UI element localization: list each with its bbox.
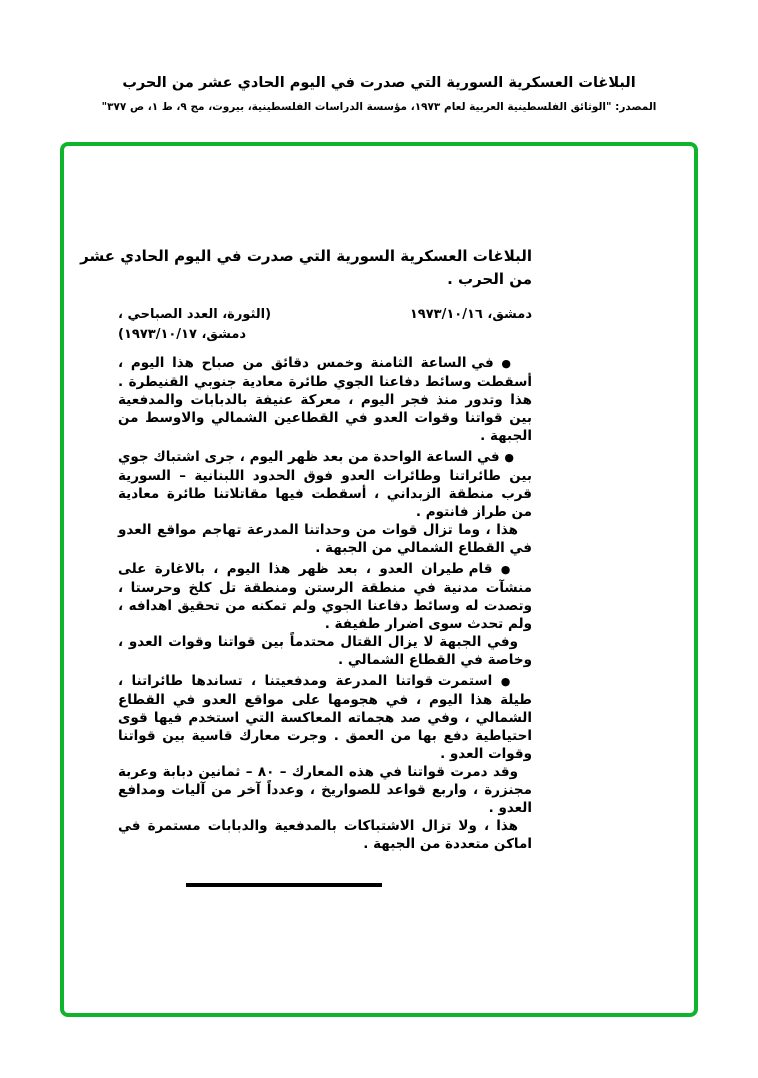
bullet-icon: ● <box>501 357 514 370</box>
body-paragraph <box>118 560 532 633</box>
source-citation: المصدر: "الوثائق الفلسطينية العربية لعام ١٩٧٣، مؤسسة الدراسات الفلسطينية، بيروت، مج ٩، ط ١، ص ٣٧٧" <box>101 101 657 113</box>
body-paragraph <box>118 633 532 669</box>
paragraph-text: في الساعة الثامنة وخمس دقائق من صباح هذا اليوم ، أسقطت وسائط دفاعنا الجوي طائرة معادية جنوبي القنيطرة . هذا وتدور منذ فجر اليوم ، معركة عنيفة بالدبابات والمدفعية بين قواتنا وقوات العدو في القطاعين الشمالي والاوسط من الجبهة . <box>118 355 532 444</box>
page-header <box>0 74 758 114</box>
document-title-line2: من الحرب . <box>447 270 532 288</box>
bullet-icon: ● <box>500 675 515 688</box>
document-content <box>80 245 532 887</box>
bullet-icon: ● <box>504 451 515 464</box>
body-paragraph <box>118 817 532 853</box>
bullet-icon: ● <box>500 563 514 576</box>
document-frame <box>60 142 698 1017</box>
body-paragraph <box>118 448 532 521</box>
body-paragraph <box>118 521 532 557</box>
dateline-publication <box>118 305 271 345</box>
paragraph-text: وقد دمرت قواتنا في هذه المعارك – ٨٠ – ثمانين دبابة وعربة مجنزرة ، واربع قواعد للصواريخ ، وعدداً آخر من آليات ومدافع العدو . <box>118 764 532 816</box>
paragraph-text: وفي الجبهة لا يزال القتال محتدماً بين قواتنا وقوات العدو ، وخاصة في القطاع الشمالي . <box>118 634 532 668</box>
dateline-publication-line1: (الثورة، العدد الصباحي ، <box>118 307 272 322</box>
paragraph-text: في الساعة الواحدة من بعد ظهر اليوم ، جرى اشتباك جوي بين طائراتنا وطائرات العدو فوق الحدود اللبنانية – السورية قرب منطقة الزبداني ، أسقطت فيها مقاتلاتنا طائرة معادية من طراز فانتوم . <box>118 449 532 520</box>
body-paragraph <box>118 354 532 445</box>
dateline-place-date: دمشق، ١٩٧٣/١٠/١٦ <box>409 307 532 322</box>
document-body <box>118 354 532 853</box>
body-paragraph <box>118 672 532 763</box>
dateline <box>118 305 532 345</box>
dateline-publication-line2: دمشق، ١٩٧٣/١٠/١٧) <box>118 327 247 342</box>
paragraph-text: هذا ، ولا تزال الاشتباكات بالمدفعية والدبابات مستمرة في اماكن متعددة من الجبهة . <box>118 818 532 852</box>
document-title <box>80 245 532 291</box>
paragraph-text: هذا ، وما تزال قوات من وحداتنا المدرعة تهاجم مواقع العدو في القطاع الشمالي من الجبهة . <box>118 522 532 556</box>
paragraph-text: قام طيران العدو ، بعد ظهر هذا اليوم ، بالاغارة على منشآت مدنية في منطقة الرستن ومنطقة تل كلخ وحرستا ، وتصدت له وسائط دفاعنا الجوي ولم تمكنه من تحقيق اهدافه ، ولم تحدث سوى اضرار طفيفة . <box>118 561 532 632</box>
page-title: البلاغات العسكرية السورية التي صدرت في اليوم الحادي عشر من الحرب <box>122 75 636 91</box>
closing-rule <box>186 883 382 887</box>
document-title-line1: البلاغات العسكرية السورية التي صدرت في اليوم الحادي عشر <box>80 247 532 265</box>
body-paragraph <box>118 763 532 817</box>
paragraph-text: استمرت قواتنا المدرعة ومدفعيتنا ، تساندها طائراتنا ، طيلة هذا اليوم ، في هجومها على مواقع العدو في القطاع الشمالي ، وفي صد هجماته المعاكسة التي استخدم فيها قوى احتياطية دفع بها من العمق . وجرت معارك قاسية بين قواتنا وقوات العدو . <box>118 673 532 762</box>
